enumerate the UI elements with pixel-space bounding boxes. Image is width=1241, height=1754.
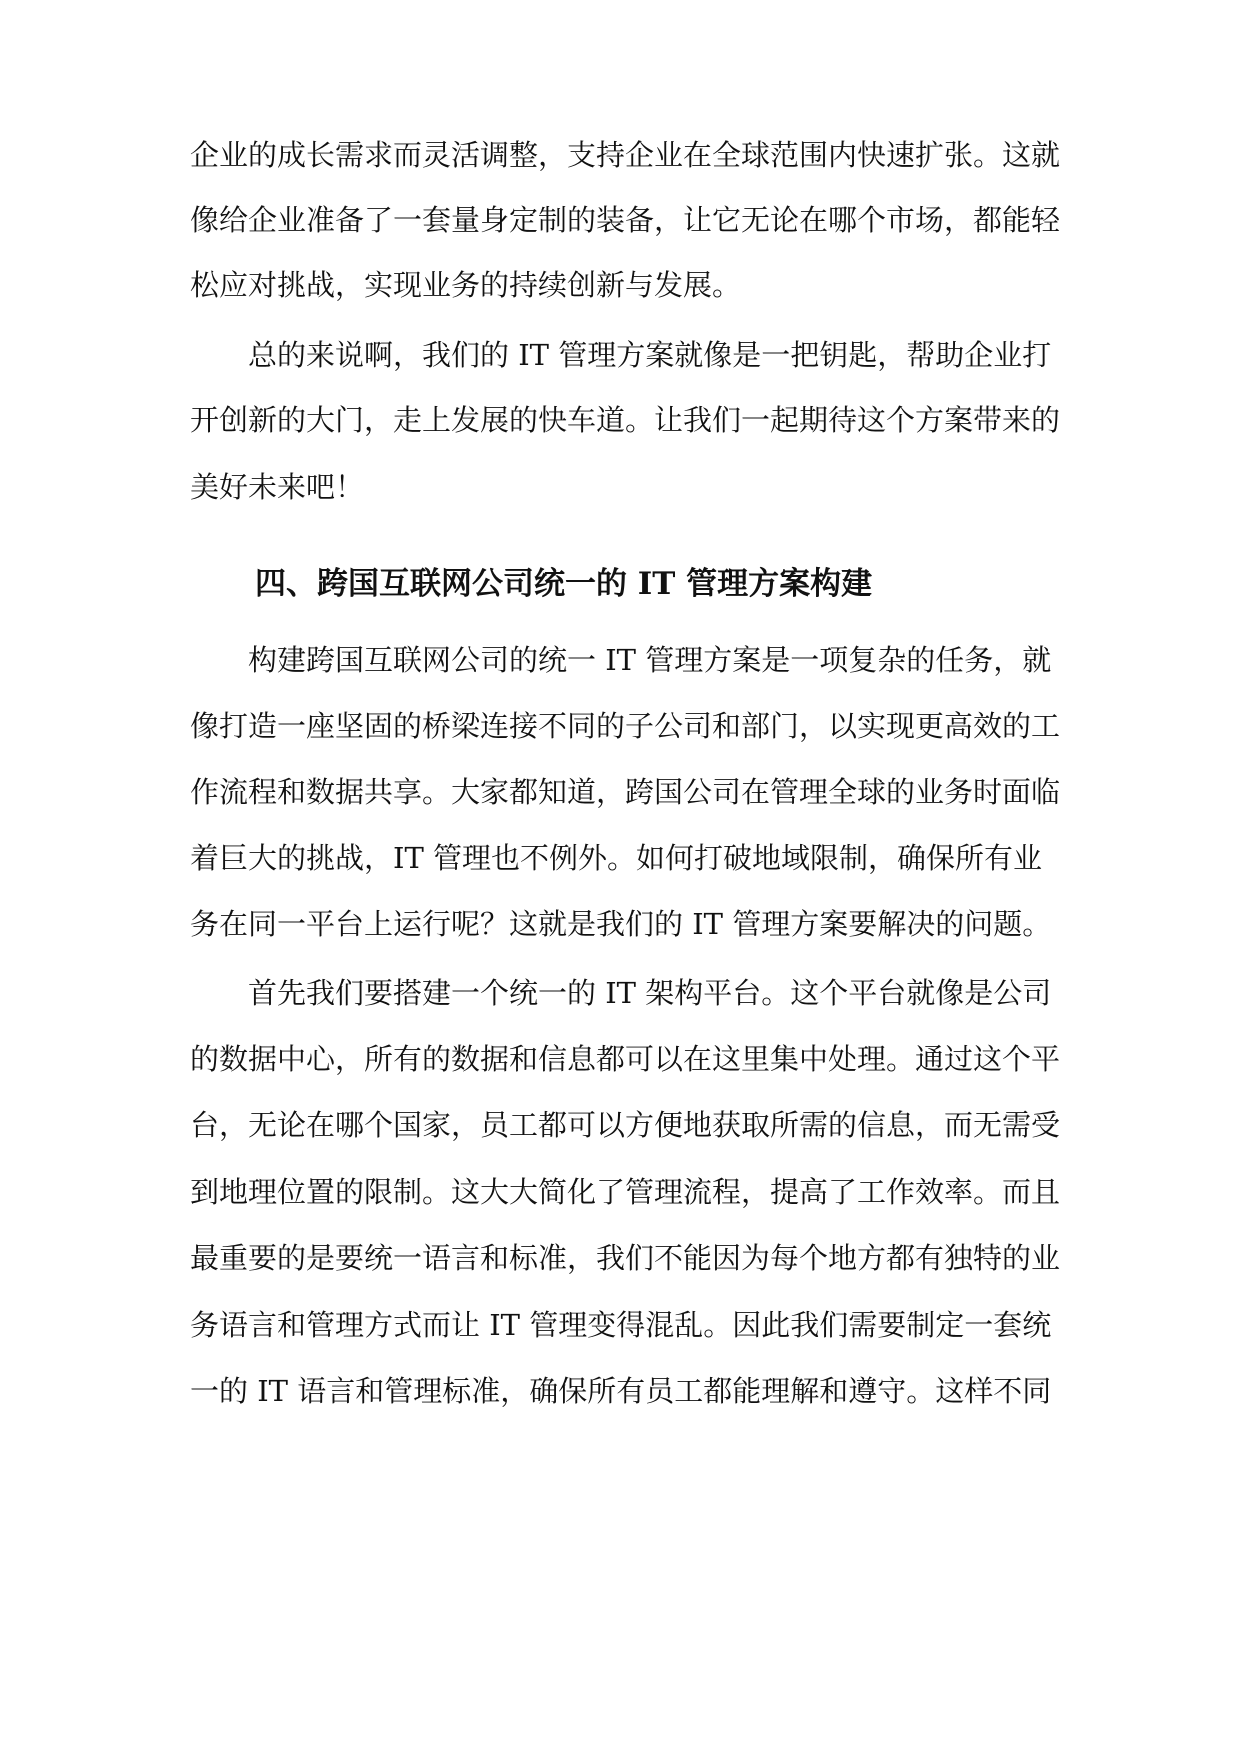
text-line: 作流程和数据共享。大家都知道，跨国公司在管理全球的业务时面临 (190, 775, 1061, 809)
text-line: 台，无论在哪个国家，员工都可以方便地获取所需的信息，而无需受 (190, 1108, 1061, 1142)
text-line: 一的 IT 语言和管理标准，确保所有员工都能理解和遵守。这样不同 (190, 1374, 1052, 1408)
text-line: 松应对挑战，实现业务的持续创新与发展。 (190, 268, 742, 302)
text-line: 首先我们要搭建一个统一的 IT 架构平台。这个平台就像是公司 (248, 976, 1052, 1010)
section-heading: 四、跨国互联网公司统一的 IT 管理方案构建 (255, 566, 873, 602)
text-line: 的数据中心，所有的数据和信息都可以在这里集中处理。通过这个平 (190, 1042, 1061, 1076)
text-line: 美好未来吧！ (190, 470, 365, 504)
text-line: 最重要的是要统一语言和标准，我们不能因为每个地方都有独特的业 (190, 1241, 1061, 1275)
text-line: 着巨大的挑战，IT 管理也不例外。如何打破地域限制，确保所有业 (190, 841, 1043, 875)
text-line: 像打造一座坚固的桥梁连接不同的子公司和部门，以实现更高效的工 (190, 709, 1061, 743)
text-line: 总的来说啊，我们的 IT 管理方案就像是一把钥匙，帮助企业打 (248, 338, 1052, 372)
text-line: 务语言和管理方式而让 IT 管理变得混乱。因此我们需要制定一套统 (190, 1308, 1052, 1342)
text-line: 企业的成长需求而灵活调整，支持企业在全球范围内快速扩张。这就 (190, 138, 1061, 172)
text-line: 构建跨国互联网公司的统一 IT 管理方案是一项复杂的任务，就 (248, 643, 1052, 677)
text-line: 务在同一平台上运行呢？这就是我们的 IT 管理方案要解决的问题。 (190, 907, 1052, 941)
text-line: 到地理位置的限制。这大大简化了管理流程，提高了工作效率。而且 (190, 1175, 1061, 1209)
text-line: 开创新的大门，走上发展的快车道。让我们一起期待这个方案带来的 (190, 403, 1061, 437)
text-line: 像给企业准备了一套量身定制的装备，让它无论在哪个市场，都能轻 (190, 203, 1061, 237)
